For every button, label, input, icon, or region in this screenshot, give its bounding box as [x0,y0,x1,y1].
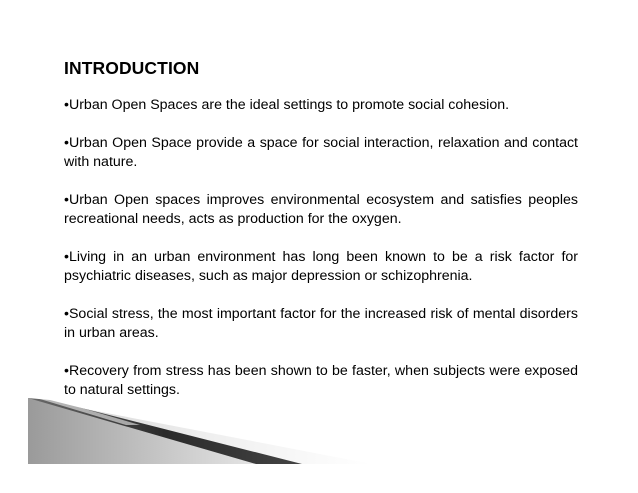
bullet-item: •Social stress, the most important factor for the increased risk of mental disorders in urban areas. [64,306,578,341]
bullet-item: •Recovery from stress has been shown to be faster, when subjects were exposed to natural settings. [64,363,578,398]
bullet-item: •Living in an urban environment has long been known to be a risk factor for psychiatric diseases, such as major depression or schizophrenia. [64,249,578,284]
slide-title: INTRODUCTION [64,58,200,78]
bullet-item: •Urban Open Spaces are the ideal settings to promote social cohesion. [64,97,510,113]
bullet-item: •Urban Open spaces improves environmental ecosystem and satisfies peoples recreational needs, acts as production for the oxygen. [64,192,578,227]
bullet-item: •Urban Open Space provide a space for social interaction, relaxation and contact with nature. [64,135,578,170]
bullet-list [64,96,578,400]
